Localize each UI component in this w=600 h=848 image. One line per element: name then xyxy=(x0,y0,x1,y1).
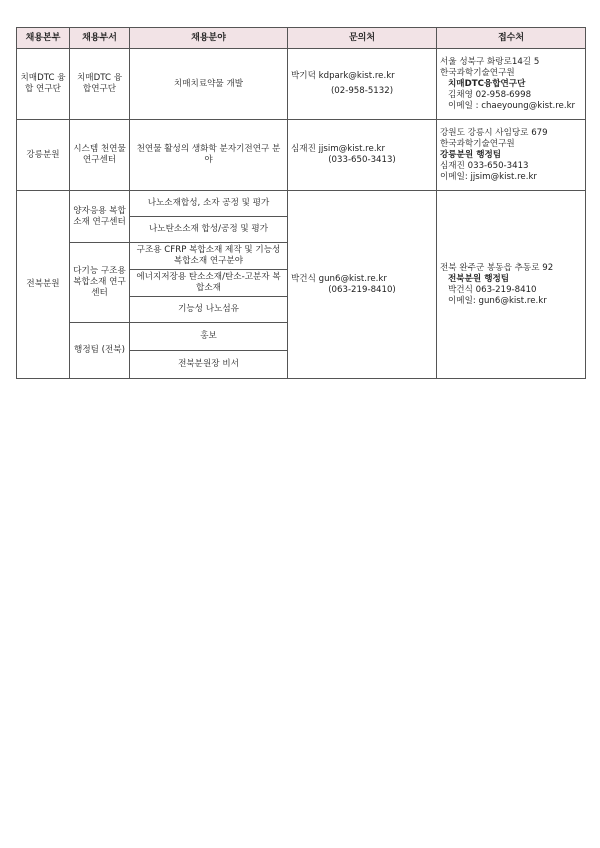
address-person: 김채영 02-958-6998 xyxy=(448,89,532,100)
field-label: 전북분원장 비서 xyxy=(178,359,239,369)
contact-cell xyxy=(288,120,437,191)
dept-cell xyxy=(70,243,130,323)
hq-label: 강릉분원 xyxy=(26,149,60,160)
address-line: 전북 완주군 봉동읍 추동로 92 xyxy=(440,262,554,273)
contact-name-email: 박건식 gun6@kist.re.kr xyxy=(291,273,387,284)
address-person: 심재진 033-650-3413 xyxy=(440,160,529,171)
field-cell xyxy=(130,323,288,351)
field-cell xyxy=(130,297,288,323)
field-label: 에너지저장용 탄소소재/탄소-고분자 복합소재 xyxy=(136,272,281,293)
field-label: 나노소재합성, 소자 공정 및 평가 xyxy=(147,198,270,208)
field-label: 나노탄소소재 합성/공정 및 평가 xyxy=(148,224,268,234)
dept-cell xyxy=(70,49,130,120)
dept-label: 시스템 천연물 연구센터 xyxy=(73,144,126,165)
field-cell xyxy=(130,351,288,379)
contact-cell xyxy=(288,49,437,120)
address-line: 강원도 강릉시 사임당로 679 xyxy=(440,127,548,138)
hq-cell xyxy=(17,120,70,191)
field-cell xyxy=(130,120,288,191)
contact-cell xyxy=(288,191,437,379)
address-team: 전북분원 행정팀 xyxy=(448,273,510,284)
contact-name-email: 심재진 jjsim@kist.re.kr xyxy=(291,144,386,154)
contact-name-email: 박기덕 kdpark@kist.re.kr xyxy=(291,71,395,81)
contact-phone: (063-219-8410) xyxy=(328,284,396,295)
dept-label: 치매DTC 융합연구단 xyxy=(77,73,122,94)
field-cell xyxy=(130,217,288,243)
dept-cell xyxy=(70,191,130,243)
field-cell xyxy=(130,49,288,120)
table-row xyxy=(17,191,586,217)
address-line: 서울 성북구 화랑로14길 5 xyxy=(440,56,540,67)
field-label: 구조용 CFRP 복합소재 제작 및 기능성 복합소재 연구분야 xyxy=(136,245,281,266)
table-row xyxy=(17,49,586,120)
dept-cell xyxy=(70,120,130,191)
header-field: 채용분야 xyxy=(130,28,288,49)
address-person: 박건식 063-219-8410 xyxy=(448,284,537,295)
address-institute: 한국과학기술연구원 xyxy=(440,67,515,78)
address-email: 이메일: gun6@kist.re.kr xyxy=(448,295,547,306)
field-cell xyxy=(130,191,288,217)
hq-cell xyxy=(17,49,70,120)
field-label: 치매치료약물 개발 xyxy=(173,78,244,89)
header-dept: 채용부서 xyxy=(70,28,130,49)
contact-phone: (02-958-5132) xyxy=(330,86,394,96)
hq-label: 치매DTC 융합 연구단 xyxy=(20,73,66,94)
field-cell xyxy=(130,243,288,270)
hq-cell xyxy=(17,191,70,379)
table-row xyxy=(17,120,586,191)
address-team: 치매DTC융합연구단 xyxy=(448,78,526,89)
field-cell xyxy=(130,270,288,297)
recruitment-table xyxy=(16,27,586,379)
hq-label: 전북분원 xyxy=(26,279,60,289)
contact-phone: (033-650-3413) xyxy=(328,155,396,165)
dept-cell xyxy=(70,323,130,379)
header-hq: 채용본부 xyxy=(17,28,70,49)
address-institute: 한국과학기술연구원 xyxy=(440,138,515,149)
header-contact: 문의처 xyxy=(288,28,437,49)
submission-cell xyxy=(437,191,586,379)
field-label: 기능성 나노섬유 xyxy=(178,304,239,314)
header-submission: 접수처 xyxy=(437,28,586,49)
dept-label: 행정팀 (전북) xyxy=(74,345,125,355)
field-label: 천연물 활성의 생화학 분자기전연구 분야 xyxy=(136,144,281,165)
address-email: 이메일: jjsim@kist.re.kr xyxy=(440,171,537,182)
submission-cell xyxy=(437,120,586,191)
header-row xyxy=(17,28,586,49)
address-email: 이메일 : chaeyoung@kist.re.kr xyxy=(448,100,576,111)
dept-label: 다기능 구조용 복합소재 연구센터 xyxy=(73,266,126,298)
field-label: 홍보 xyxy=(200,331,217,341)
address-team: 강릉분원 행정팀 xyxy=(440,149,502,160)
dept-label: 양자응용 복합소재 연구센터 xyxy=(73,205,126,227)
submission-cell xyxy=(437,49,586,120)
